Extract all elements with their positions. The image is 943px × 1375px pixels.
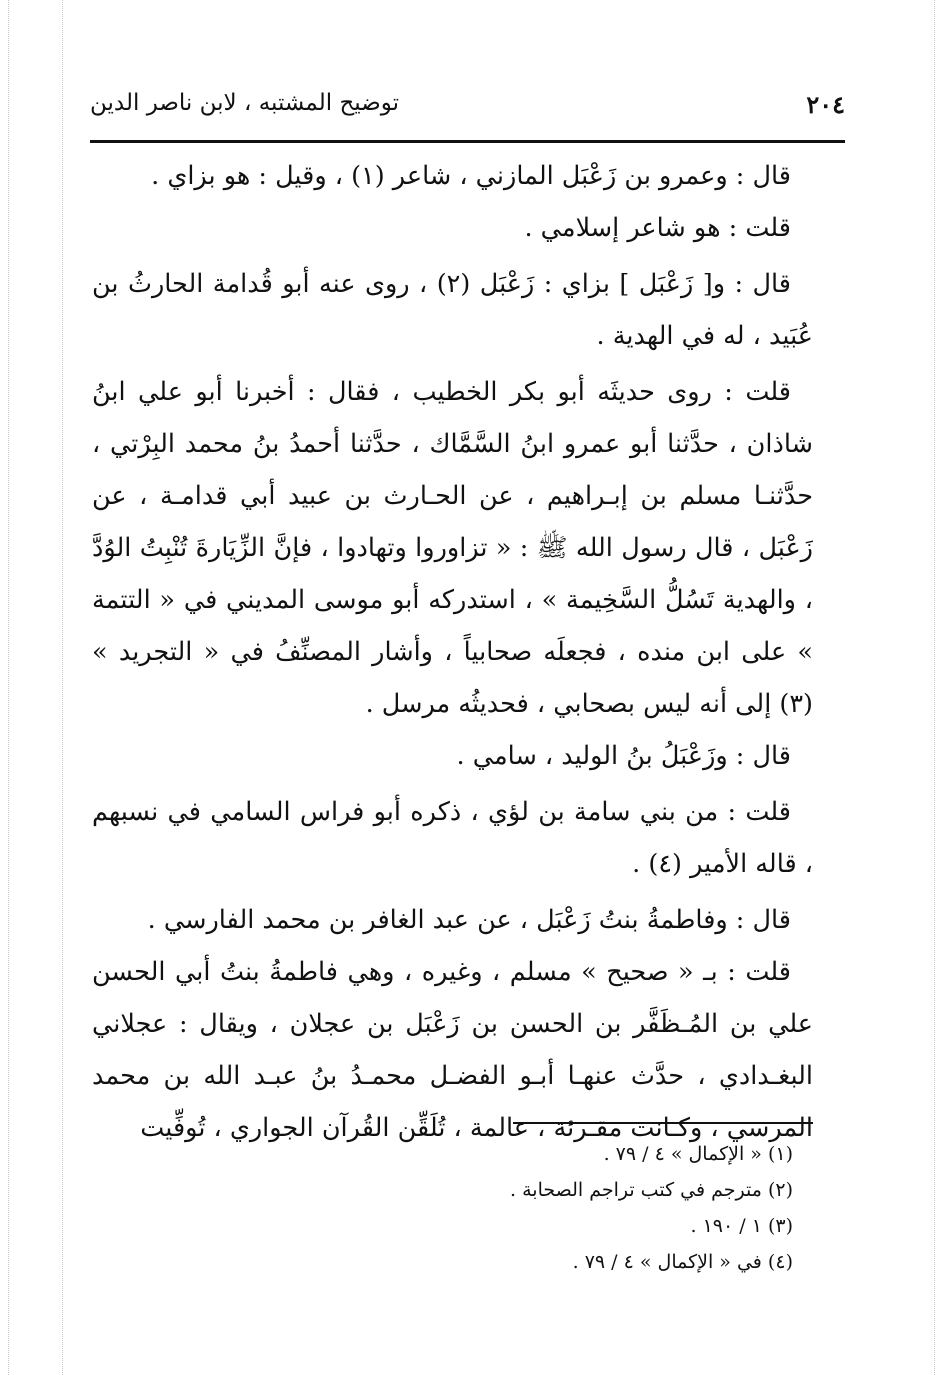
footnote-rule — [513, 1122, 813, 1124]
header-rule — [90, 140, 845, 143]
page-header — [90, 86, 845, 126]
page-number: ٢٠٤ — [806, 90, 845, 119]
scan-margin-line — [8, 0, 9, 1375]
paragraph: قال : و[ زَعْبَل ] بزاي : زَعْبَل (٢) ، روى عنه أبو قُدامة الحارثُ بن عُبَيد ، له في الهدية . — [92, 269, 813, 351]
paragraph: قال : وزَعْبَلُ بنُ الوليد ، سامي . — [456, 741, 791, 771]
footnote: (٢) مترجم في كتب تراجم الصحابة . — [510, 1179, 793, 1201]
paragraph: قلت : بـ « صحيح » مسلم ، وغيره ، وهي فاطمةُ بنتُ أبي الحسن علي بن المُـظَفَّر بن الحسن بن زَعْبَل بن عجلان ، ويقال : عجلاني البغـدادي ، حدَّث عنهـا أبـو الفضـل محمـدُ بنُ عبـد الله بن محمد المرسي ، وكـانت مقـرئة ، عالمة ، تُلَقِّن القُرآن الجواري ، تُوفِّيت — [92, 957, 813, 1143]
paragraph: قلت : هو شاعر إسلامي . — [524, 213, 791, 243]
paragraph: قلت : من بني سامة بن لؤي ، ذكره أبو فراس السامي في نسبهم ، قاله الأمير (٤) . — [92, 797, 813, 879]
running-title: توضيح المشتبه ، لابن ناصر الدين — [90, 90, 400, 116]
paragraph: قلت : روى حديثَه أبو بكر الخطيب ، فقال : أخبرنا أبو علي ابنُ شاذان ، حدَّثنا أبو عمرو ابنُ السَّمَّاك ، حدَّثنا أحمدُ بنُ محمد البِرْتي ، حدَّثنـا مسلم بن إبـراهيم ، عن الحـارث بن عبيد أبي قدامـة ، عن زَعْبَل ، قال رسول الله ﷺ : « تزاوروا وتهادوا ، فإنَّ الزِّيَارةَ تُنْبِتُ الوُدَّ ، والهدية تَسُلُّ السَّخِيمة » ، استدركه أبو موسى المديني في « التتمة » على ابن منده ، فجعلَه صحابياً ، وأشار المصنِّفُ في « التجريد » (٣) إلى أنه ليس بصحابي ، فحديثُه مرسل . — [92, 377, 813, 719]
paragraph: قال : وفاطمةُ بنتُ زَعْبَل ، عن عبد الغافر بن محمد الفارسي . — [147, 905, 791, 935]
footnote: (٣) ١ / ١٩٠ . — [690, 1215, 793, 1237]
paragraph: قال : وعمرو بن زَعْبَل المازني ، شاعر (١) ، وقيل : هو بزاي . — [151, 161, 791, 191]
footnote: (١) « الإكمال » ٤ / ٧٩ . — [603, 1143, 793, 1165]
scan-margin-line — [934, 0, 935, 1375]
main-text — [92, 150, 813, 1154]
footnotes — [92, 1136, 793, 1280]
scan-margin-line — [62, 0, 63, 1375]
footnote: (٤) في « الإكمال » ٤ / ٧٩ . — [572, 1251, 793, 1273]
